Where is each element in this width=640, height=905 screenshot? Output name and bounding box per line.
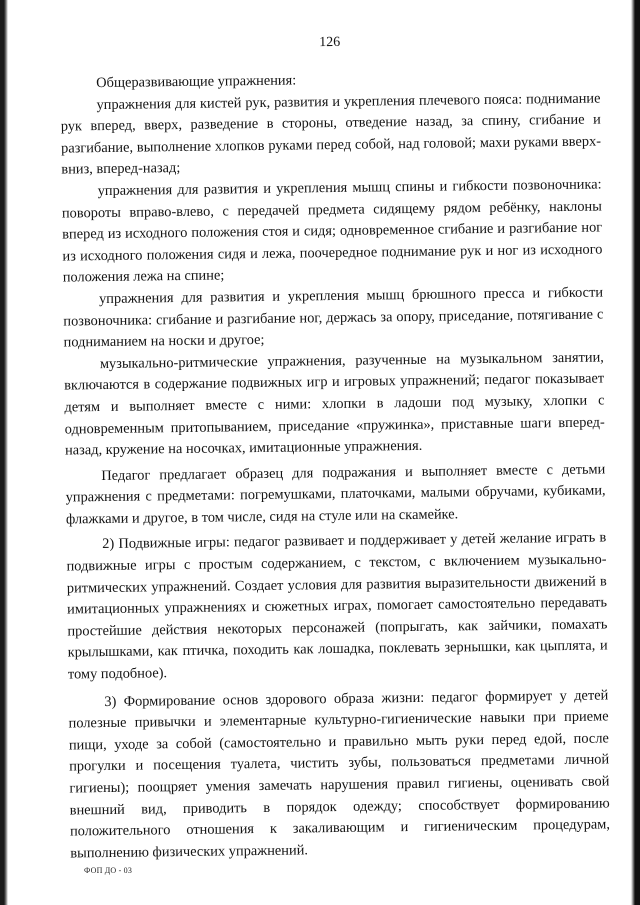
- paragraph-abdominal-exercises: упражнения для развития и укрепления мышц брюшного пресса и гибкости позвоночника: сгибание и разгибание ног, держась за опору, приседание, потягивание с подниманием на носки и другое;: [63, 284, 604, 351]
- paragraph-outdoor-games: 2) Подвижные игры: педагог развивает и поддерживает у детей желание играть в подвижные игры с простым содержанием, с текстом, с включением музыкально-ритмических упражнений. Создает условия для развития выразительности движений в имитационных упражнениях и сюжетных играх, помогает самостоятельно передавать простейшие действия некоторых персонажей (попрыгать, как зайчики, помахать крылышками, как птичка, походить как лошадка, поклевать зернышки, как цыплята, и тому подобное).: [66, 529, 608, 683]
- document-footer-code: ФОП ДО - 03: [84, 866, 133, 875]
- paragraph-back-spine-exercises: упражнения для развития и укрепления мышц спины и гибкости позвоночника: повороты вправо-влево, с передачей предмета сидящему рядом ребёнку, наклоны вперед из исходного положения стоя и сидя; одновременное сгибание и разгибание ног из исходного положения сидя и лежа, поочередное поднимание рук и ног из исходного положения лежа на спине;: [61, 176, 603, 286]
- page-content: [60, 30, 611, 877]
- page-number: 126: [319, 34, 341, 51]
- paragraph-hand-shoulder-exercises: упражнения для кистей рук, развития и укрепления плечевого пояса: поднимание рук вперед, вверх, разведение в стороны, отведение назад, за спину, сгибание и разгибание, выполнение хлопков руками перед собой, над головой; махи руками вверх-вниз, вперед-назад;: [60, 90, 602, 178]
- paragraph-exercises-with-objects: Педагог предлагает образец для подражания и выполняет вместе с детьми упражнения с предметами: погремушками, платочками, малыми обручами, кубиками, флажками и другое, в том числе, сидя на стуле или на скамейке.: [65, 461, 606, 528]
- paragraph-healthy-lifestyle: 3) Формирование основ здорового образа жизни: педагог формирует у детей полезные привычки и элементарные культурно-гигиенические навыки при приеме пищи, уходе за собой (самостоятельно и правильно мыть руки перед едой, после прогулки и посещения туалета, чистить зубы, пользоваться предметами личной гигиены); поощряет умения замечать нарушения правил гигиены, оценивать свой внешний вид, приводить в порядок одежду; способствует формированию положительного отношения к закаливающим и гигиеническим процедурам, выполнению физических упражнений.: [68, 687, 611, 862]
- scan-left-edge: [0, 0, 8, 905]
- paragraph-musical-rhythmic-exercises: музыкально-ритмические упражнения, разученные на музыкальном занятии, включаются в содержание подвижных игр и игровых упражнений; педагог показывает детям и выполняет вместе с ними: хлопки в ладоши под музыку, хлопки с одновременным притопыванием, приседание «пружинка», приставные шаги вперед-назад, кружение на носочках, имитационные упражнения.: [64, 349, 605, 459]
- scan-right-edge: [631, 0, 640, 905]
- section-heading: Общеразвивающие упражнения:: [96, 72, 297, 92]
